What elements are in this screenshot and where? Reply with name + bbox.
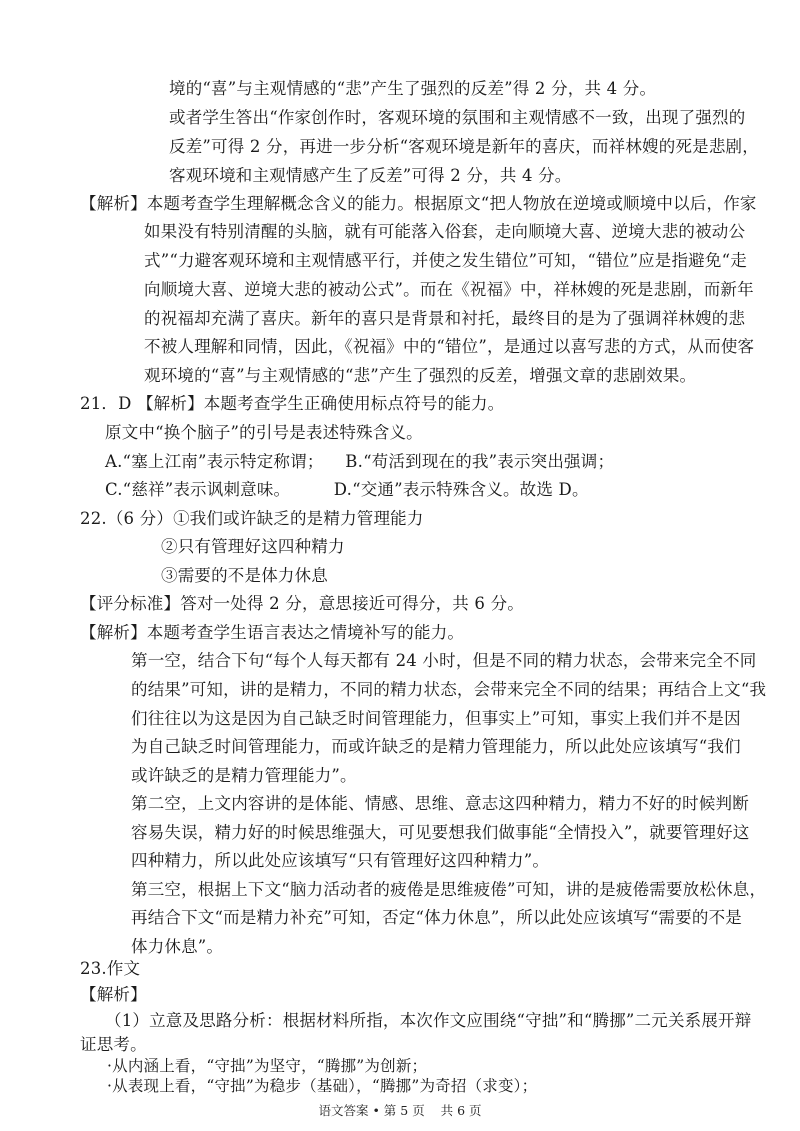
- q23-analysis-head: 【解析】: [80, 985, 147, 1004]
- q23-bullet-performance-row: ·从表现上看，“守拙”为稳步（基础），“腾挪”为奇招（求变）；: [107, 1077, 538, 1095]
- q23-para1-line-1: （1）立意及思路分析：根据材料所指，本次作文应围绕“守拙”和“腾挪”二元关系展开辩: [105, 1011, 752, 1030]
- q20-line-4: 客观环境和主观情感产生了反差”可得 2 分，共 4 分。: [169, 166, 572, 185]
- q22-answer-3: ③需要的不是体力休息: [161, 566, 328, 585]
- q21-answer: 21．D 【解析】本题考查学生正确使用标点符号的能力。: [80, 394, 505, 413]
- q20-analysis-line-7: 观环境的“喜”与主观情感的“悲”产生了强烈的反差，增强文章的悲剧效果。: [144, 366, 697, 385]
- q20-analysis-line-1: 【解析】本题考查学生理解概念含义的能力。根据原文“把人物放在逆境或顺境中以后，作家: [80, 194, 757, 213]
- q22-answer-2: ②只有管理好这四种精力: [161, 537, 345, 556]
- q20-analysis-line-6: 不被人理解和同情，因此，《祝福》中的“错位”，是通过以喜写悲的方式，从而使客: [144, 337, 755, 356]
- q22-answer-1: 22.（6 分）①我们或许缺乏的是精力管理能力: [80, 509, 424, 528]
- q20-line-2: 或者学生答出“作家创作时，客观环境的氛围和主观情感不一致，出现了强烈的: [169, 108, 746, 127]
- q20-line-1: 境的“喜”与主观情感的“悲”产生了强烈的反差”得 2 分，共 4 分。: [169, 79, 657, 98]
- page-footer: 语文答案 • 第 5 页 共 6 页: [318, 1103, 482, 1118]
- q22-para2-line-3: 四种精力，所以此处应该填写“只有管理好这四种精力”。: [131, 851, 550, 870]
- q22-para1-line-5: 或许缺乏的是精力管理能力”。: [131, 766, 357, 785]
- q23-para1-line-2: 证思考。: [80, 1035, 147, 1054]
- q20-analysis-line-4: 向顺境大喜、逆境大悲的被动公式”。而在《祝福》中，祥林嫂的死是悲剧，而新年: [144, 280, 754, 299]
- q22-para1-line-2: 的结果”可知，讲的是精力，不同的精力状态，会带来完全不同的结果；再结合上文“我: [131, 680, 767, 699]
- q23-bullet-connotation-row: ·从内涵上看，“守拙”为坚守，“腾挪”为创新；: [107, 1057, 428, 1075]
- q22-para2-line-1: 第二空，上文内容讲的是体能、情感、思维、意志这四种精力，精力不好的时候判断: [131, 794, 749, 813]
- q22-para1-line-1: 第一空，结合下句“每个人每天都有 24 小时，但是不同的精力状态，会带来完全不同: [131, 651, 757, 670]
- q21-line-2: 原文中“换个脑子”的引号是表述特殊含义。: [105, 423, 423, 442]
- q23-title: 23.作文: [80, 959, 141, 978]
- q22-para1-line-3: 们往往以为这是因为自己缺乏时间管理能力，但事实上”可知，事实上我们并不是因: [131, 709, 741, 728]
- q22-para3-line-1: 第三空，根据上下文“脑力活动者的疲倦是思维疲倦”可知，讲的是疲倦需要放松休息，: [131, 880, 767, 899]
- q21-options-ab: A.“塞上江南”表示特定称谓； B.“苟活到现在的我”表示突出强调；: [105, 452, 615, 471]
- q20-line-3: 反差”可得 2 分，再进一步分析“客观环境是新年的喜庆，而祥林嫂的死是悲剧，: [169, 137, 759, 156]
- q22-para2-line-2: 容易失误，精力好的时候思维强大，可见要想我们做事能“全情投入”，就要管理好这: [131, 823, 750, 842]
- q20-analysis-line-5: 的祝福却充满了喜庆。新年的喜只是背景和衬托，最终目的是为了强调祥林嫂的悲: [144, 309, 746, 328]
- q22-para3-line-3: 体力休息”。: [131, 937, 224, 956]
- q22-para3-line-2: 再结合下文“而是精力补充”可知，否定“体力休息”，所以此处应该填写“需要的不是: [131, 908, 742, 927]
- q20-analysis-line-3: 式”“力避客观环境和主观情感平行，并使之发生错位”可知，“错位”应是指避免“走: [144, 251, 747, 270]
- q20-analysis-line-2: 如果没有特别清醒的头脑，就有可能落入俗套，走向顺境大喜、逆境大悲的被动公: [144, 222, 746, 241]
- q21-options-cd: C.“慈祥”表示讽刺意味。 D.“交通”表示特殊含义。故选 D。: [105, 480, 589, 499]
- q22-scoring: 【评分标准】答对一处得 2 分，意思接近可得分，共 6 分。: [80, 594, 524, 613]
- q22-para1-line-4: 为自己缺乏时间管理能力，而或许缺乏的是精力管理能力，所以此处应该填写“我们: [131, 737, 741, 756]
- q22-analysis-head: 【解析】本题考查学生语言表达之情境补写的能力。: [80, 623, 465, 642]
